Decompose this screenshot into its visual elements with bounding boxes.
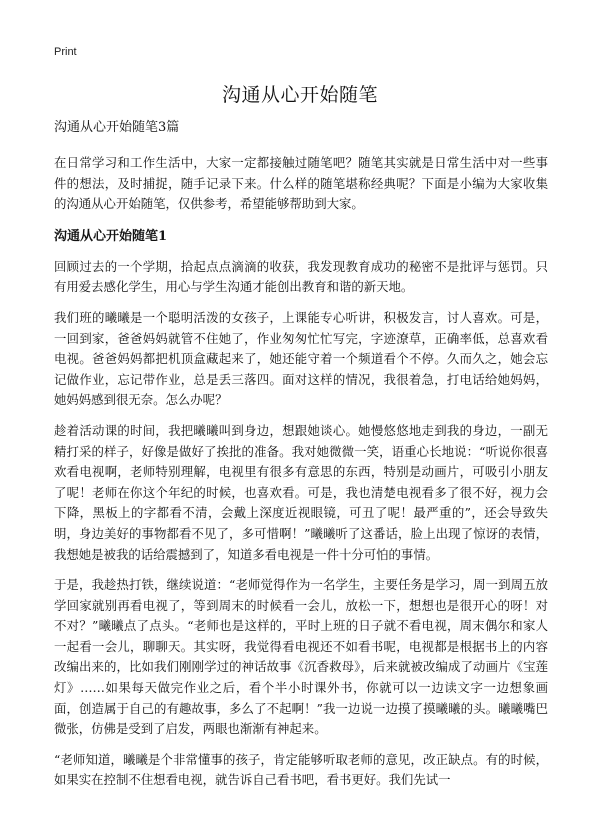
print-link[interactable]: Print bbox=[54, 46, 77, 58]
body-paragraph: 我们班的曦曦是一个聪明活泼的女孩子，上课能专心听讲，积极发言，讨人喜欢。可是，一回到家，爸爸妈妈就管不住她了，作业匆匆忙忙写完，字迹潦草，正确率低，总喜欢看电视。爸爸妈妈都把机顶盒藏起来了，她还能守着一个频道看个不停。久而久之，她会忘记做作业，忘记带作业，总是丢三落四。面对这样的情况，我很着急，打电话给她妈妈，她妈妈感到很无奈。怎么办呢？ bbox=[54, 309, 548, 408]
body-paragraph: “老师知道，曦曦是个非常懂事的孩子，肯定能够听取老师的意见，改正缺点。有的时候，如果实在控制不住想看电视，就告诉自己看书吧，看书更好。我们先试一 bbox=[54, 751, 548, 788]
body-paragraph: 回顾过去的一个学期，拾起点点滴滴的收获，我发现教育成功的秘密不是批评与惩罚。只有用爱去感化学生，用心与学生沟通才能创出教育和谐的新天地。 bbox=[54, 258, 548, 295]
body-paragraph: 于是，我趁热打铁，继续说道：“老师觉得作为一名学生，主要任务是学习，周一到周五放学回家就别再看电视了，等到周末的时候看一会儿，放松一下，想想也是很开心的呀！对不对？”曦曦点了点头。“老师也是这样的，平时上班的日子就不看电视，周末偶尔和家人一起看一会儿，聊聊天。其实呀，我觉得看电视还不如看书呢，电视都是根据书上的内容改编出来的，比如我们刚刚学过的神话故事《沉香救母》，后来就被改编成了动画片《宝莲灯》……如果每天做完作业之后，看个半小时课外书，你就可以一边读文字一边想象画面，创造属于自己的有趣故事，多么了不起啊！”我一边说一边摸了摸曦曦的头。曦曦嘴巴微张，仿佛是受到了启发，两眼也渐渐有神起来。 bbox=[54, 577, 548, 737]
intro-paragraph: 在日常学习和工作生活中，大家一定都接触过随笔吧？随笔其实就是日常生活中对一些事件的想法，及时捕捉，随手记录下来。什么样的随笔堪称经典呢？下面是小编为大家收集的沟通从心开始随笔，仅供参考，希望能够帮助到大家。 bbox=[54, 155, 548, 212]
body-paragraph: 趁着活动课的时间，我把曦曦叫到身边，想跟她谈心。她慢悠悠地走到我的身边，一副无精打采的样子，好像是做好了挨批的准备。我对她微微一笑，语重心长地说：“听说你很喜欢看电视啊，老师特别理解，电视里有很多有意思的东西，特别是动画片，可吸引小朋友了呢！老师在你这个年纪的时候，也喜欢看。可是，我也清楚电视看多了很不好，视力会下降，黑板上的字都看不清，会戴上深度近视眼镜，可丑了呢！最严重的”，还会导致失明，身边美好的事物都看不见了，多可惜啊！”曦曦听了这番话，脸上出现了惊讶的表情，我想她是被我的话给震撼到了，知道多看电视是一件十分可怕的事情。 bbox=[54, 422, 548, 562]
section-heading: 沟通从心开始随笔1 bbox=[54, 228, 168, 244]
article-subtitle: 沟通从心开始随笔3篇 bbox=[54, 120, 180, 135]
article-body bbox=[54, 118, 548, 801]
page-title: 沟通从心开始随笔 bbox=[221, 84, 378, 106]
